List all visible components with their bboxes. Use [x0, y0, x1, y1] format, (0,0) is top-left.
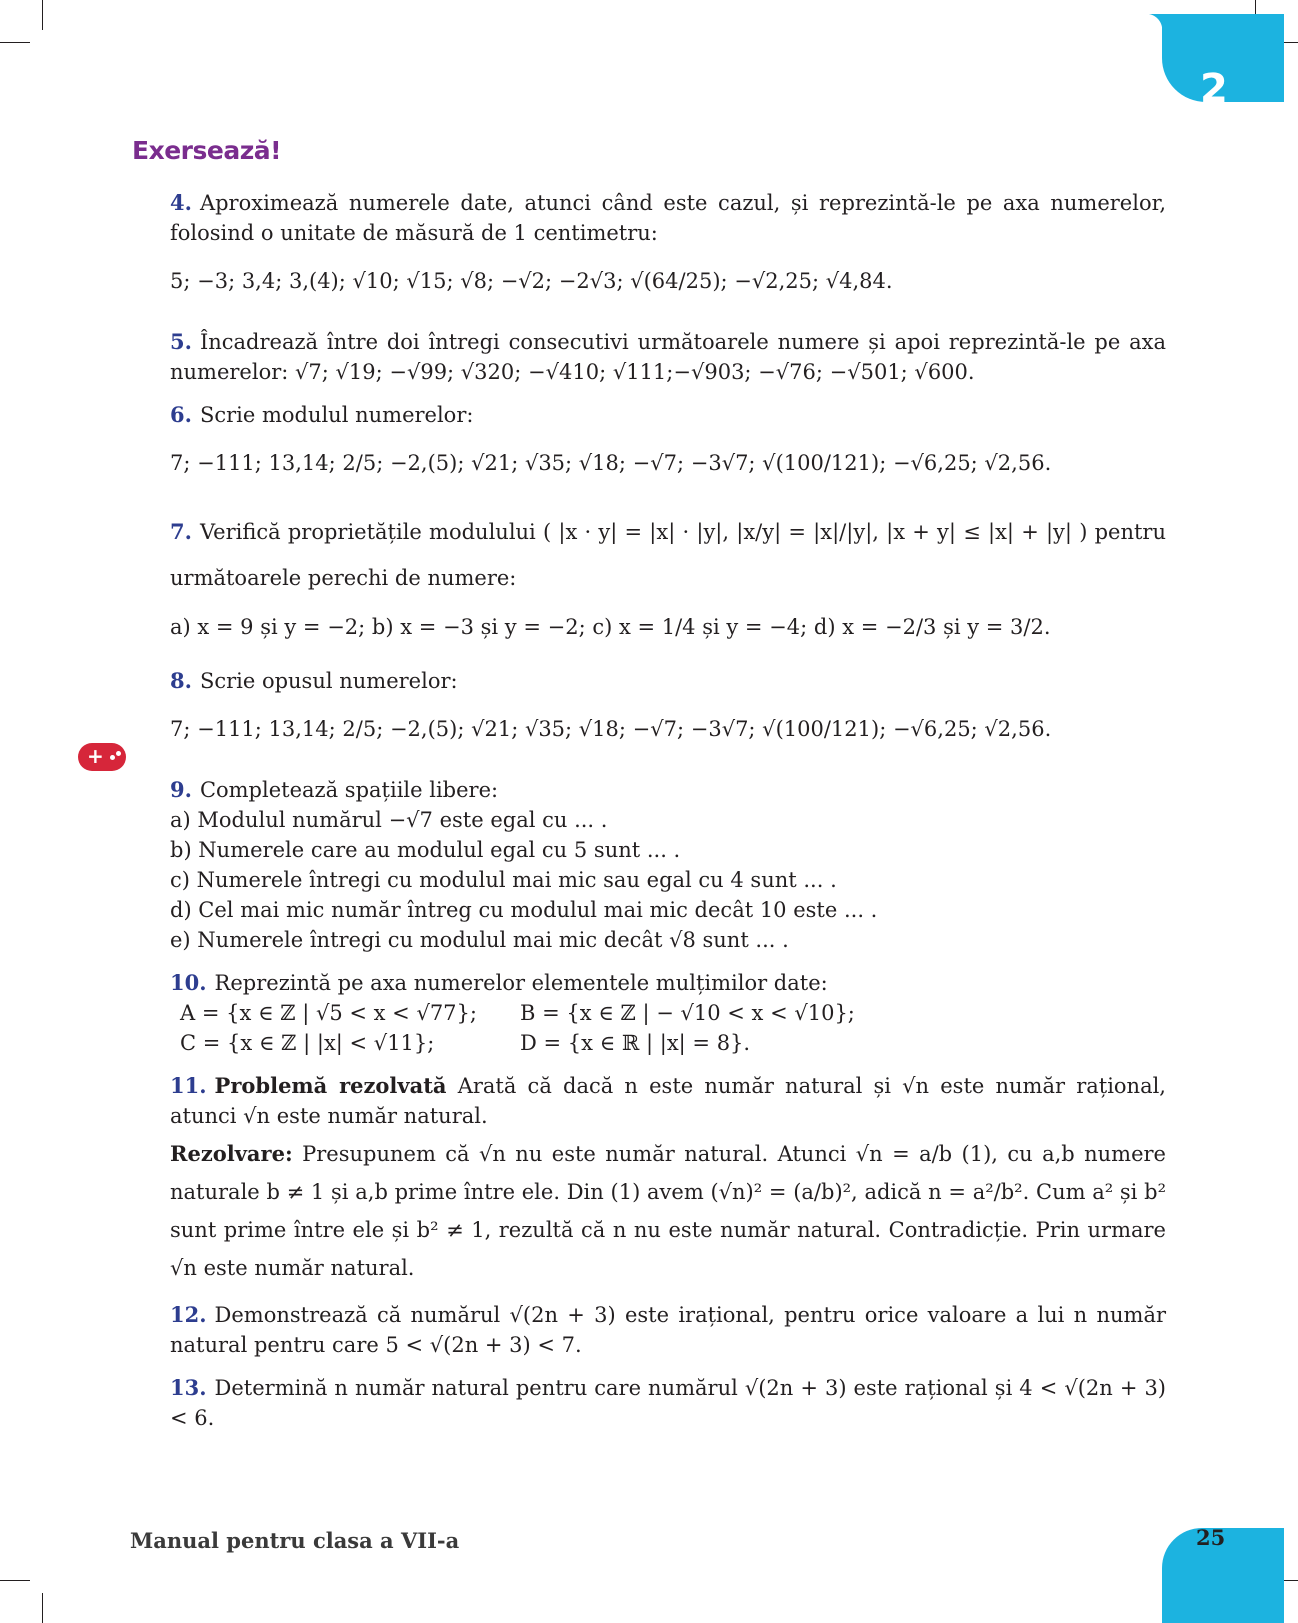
crop-mark — [42, 0, 43, 30]
crop-mark — [42, 1593, 43, 1623]
solution-text: Presupunem că √n nu este număr natural. Atunci √n = a/b (1), cu a,b numere naturale b ≠ 1 și a,b prime între ele. Din (1) avem (√n)² = (a/b)², adică n = a²/b². Cum a² și b² sunt prime între ele și b² ≠ 1, rezultă că n nu este număr natural. Contradicție. Prin urmare √n este număr natural. — [170, 1142, 1166, 1280]
exercise-number: 6. — [170, 402, 192, 427]
crop-mark — [0, 1580, 30, 1581]
exercise-number: 10. — [170, 970, 207, 995]
chapter-number: 2 — [1200, 66, 1228, 112]
exercise-10 — [132, 968, 1166, 1058]
solution-label: Rezolvare: — [170, 1141, 293, 1166]
exercise-13 — [132, 1373, 1166, 1433]
exercise-text: Aproximează numerele date, atunci când este cazul, și reprezintă-le pe axa numerelor, folosind o unitate de măsură de 1 centimetru: — [170, 191, 1166, 245]
exercise-number: 12. — [170, 1302, 207, 1327]
exercise-number: 8. — [170, 668, 192, 693]
gamepad-icon: + — [78, 743, 126, 771]
exercise-number: 4. — [170, 190, 192, 215]
exercise-text: Arată că dacă n este număr natural și √n este număr rațional, atunci √n este număr natural. — [170, 1074, 1166, 1128]
exercise-text: Demonstrează că numărul √(2n + 3) este irațional, pentru orice valoare a lui n număr natural pentru care 5 < √(2n + 3) < 7. — [170, 1303, 1166, 1357]
exercise-11 — [132, 1071, 1166, 1287]
exercise-4 — [132, 188, 1166, 314]
exercise-number: 5. — [170, 329, 192, 354]
exercise-text: Determină n număr natural pentru care numărul √(2n + 3) este rațional și 4 < √(2n + 3) < 6. — [170, 1376, 1166, 1430]
exercise-formula: 7; −111; 13,14; 2/5; −2,(5); √21; √35; √18; −√7; −3√7; √(100/121); −√6,25; √2,56. — [170, 451, 1052, 475]
exercise-text: Reprezintă pe axa numerelor elementele mulțimilor date: — [214, 971, 828, 995]
list-item: d) Cel mai mic număr întreg cu modulul mai mic decât 10 este ... . — [170, 898, 878, 922]
exercise-7 — [132, 509, 1166, 653]
exercise-text: Scrie modulul numerelor: — [199, 403, 474, 427]
set-definition: D = {x ∈ ℝ | |x| = 8}. — [520, 1031, 751, 1055]
exercise-9 — [132, 775, 1166, 955]
exercise-list — [132, 188, 1166, 1446]
exercise-formula: 5; −3; 3,4; 3,(4); √10; √15; √8; −√2; −2√3; √(64/25); −√2,25; √4,84. — [170, 269, 893, 293]
exercise-number: 7. — [170, 519, 192, 544]
exercise-text: Verifică proprietățile modulului ( |x · y| = |x| · |y|, |x/y| = |x|/|y|, |x + y| ≤ |x| + |y| ) pentru următoarele perechi de numere: — [170, 520, 1166, 590]
crop-mark — [0, 42, 30, 43]
set-definition: A = {x ∈ ℤ | √5 < x < √77}; — [180, 1001, 477, 1025]
exercise-number: 11. — [170, 1073, 207, 1098]
section-title: Exersează! — [132, 136, 282, 165]
exercise-5 — [132, 327, 1166, 387]
exercise-number: 9. — [170, 777, 192, 802]
exercise-12 — [132, 1300, 1166, 1360]
exercise-6 — [132, 400, 1166, 496]
exercise-text: Încadrează între doi întregi consecutivi următoarele numere și apoi reprezintă-le pe axa numerelor: √7; √19; −√99; √320; −√410; √111;−√903; −√76; −√501; √600. — [170, 330, 1166, 384]
list-item: a) Modulul numărul −√7 este egal cu ... . — [170, 808, 608, 832]
chapter-tab — [1162, 14, 1284, 112]
set-definition: B = {x ∈ ℤ | − √10 < x < √10}; — [520, 1001, 855, 1025]
exercise-text: Completează spațiile libere: — [199, 778, 499, 802]
exercise-number: 13. — [170, 1375, 207, 1400]
book-title: Manual pentru clasa a VII-a — [130, 1528, 460, 1553]
set-definition: C = {x ∈ ℤ | |x| < √11}; — [180, 1031, 435, 1055]
exercise-formula: 7; −111; 13,14; 2/5; −2,(5); √21; √35; √18; −√7; −3√7; √(100/121); −√6,25; √2,56. — [170, 717, 1052, 741]
exercise-formula: a) x = 9 și y = −2; b) x = −3 și y = −2; c) x = 1/4 și y = −4; d) x = −2/3 și y = 3/2. — [170, 615, 1051, 639]
page-number: 25 — [1196, 1525, 1226, 1550]
list-item: b) Numerele care au modulul egal cu 5 sunt ... . — [170, 838, 681, 862]
solved-problem-label: Problemă rezolvată — [214, 1073, 447, 1098]
exercise-text: Scrie opusul numerelor: — [199, 669, 458, 693]
list-item: e) Numerele întregi cu modulul mai mic decât √8 sunt ... . — [170, 928, 789, 952]
list-item: c) Numerele întregi cu modulul mai mic sau egal cu 4 sunt ... . — [170, 868, 837, 892]
exercise-8 — [132, 666, 1166, 762]
